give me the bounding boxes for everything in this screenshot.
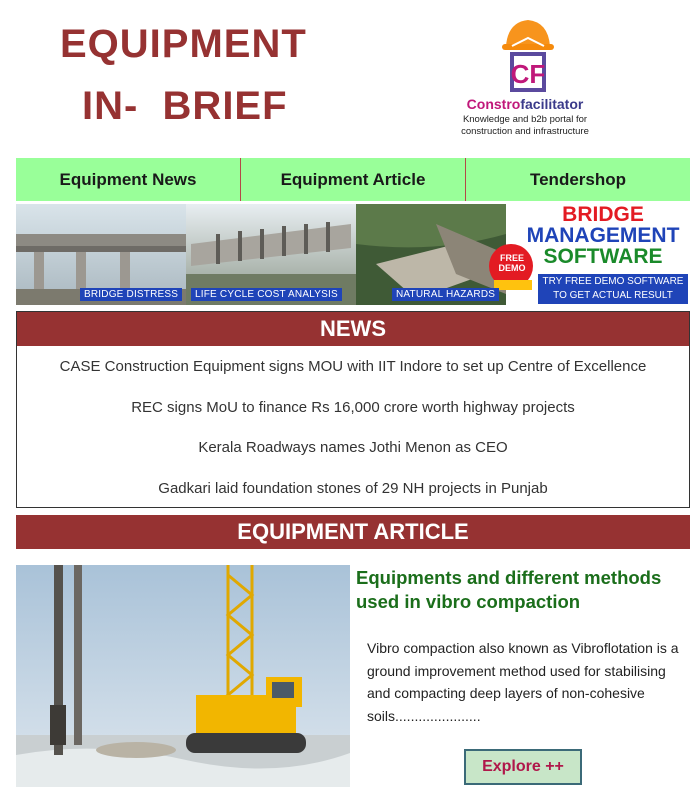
logo-brand: Constrofacilitator [466, 96, 584, 112]
main-nav [16, 158, 690, 201]
vibro-rig-illustration [16, 565, 350, 787]
logo-tagline: Knowledge and b2b portal for construction and infrastructure [461, 114, 589, 137]
hardhat-icon [498, 16, 558, 96]
news-item[interactable]: REC signs MoU to finance Rs 16,000 crore worth highway projects [131, 399, 575, 416]
news-item[interactable]: Kerala Roadways names Jothi Menon as CEO [198, 439, 508, 456]
explore-button[interactable]: Explore ++ [464, 749, 582, 785]
article-summary: Vibro compaction also known as Vibroflotation is a ground improvement method used for stabilising and compacting deep layers of non-cohesive soils...................... [367, 640, 679, 724]
news-item[interactable]: Gadkari laid foundation stones of 29 NH projects in Punjab [158, 480, 548, 497]
caption-natural-hazards: NATURAL HAZARDS [392, 288, 499, 301]
logo-mark: CF [510, 59, 546, 89]
equipment-article-heading: EQUIPMENT ARTICLE [16, 515, 690, 549]
news-item[interactable]: CASE Construction Equipment signs MOU with IIT Indore to set up Centre of Excellence [59, 358, 647, 375]
caption-bridge-distress: BRIDGE DISTRESS [80, 288, 182, 301]
bridge-management-banner[interactable] [16, 204, 690, 305]
free-demo-badge: FREE DEMO [498, 253, 526, 273]
news-heading: NEWS [17, 312, 689, 346]
page-title-line2: IN- BRIEF [82, 84, 288, 128]
caption-life-cycle-cost: LIFE CYCLE COST ANALYSIS [191, 288, 342, 301]
page-title-line1: EQUIPMENT [60, 22, 307, 66]
nav-tendershop[interactable]: Tendershop [529, 169, 627, 189]
banner-cta: TRY FREE DEMO SOFTWARE TO GET ACTUAL RESULT [538, 274, 688, 304]
banner-headline: BRIDGE MANAGEMENT SOFTWARE [526, 204, 680, 268]
constrofacilitator-logo[interactable] [456, 16, 606, 144]
nav-equipment-news[interactable]: Equipment News [16, 158, 241, 201]
article-title[interactable]: Equipments and different methods used in vibro compaction [356, 567, 662, 612]
vibro-compaction-image[interactable] [16, 565, 350, 787]
nav-equipment-article[interactable]: Equipment Article [241, 158, 466, 201]
news-section [16, 311, 690, 508]
